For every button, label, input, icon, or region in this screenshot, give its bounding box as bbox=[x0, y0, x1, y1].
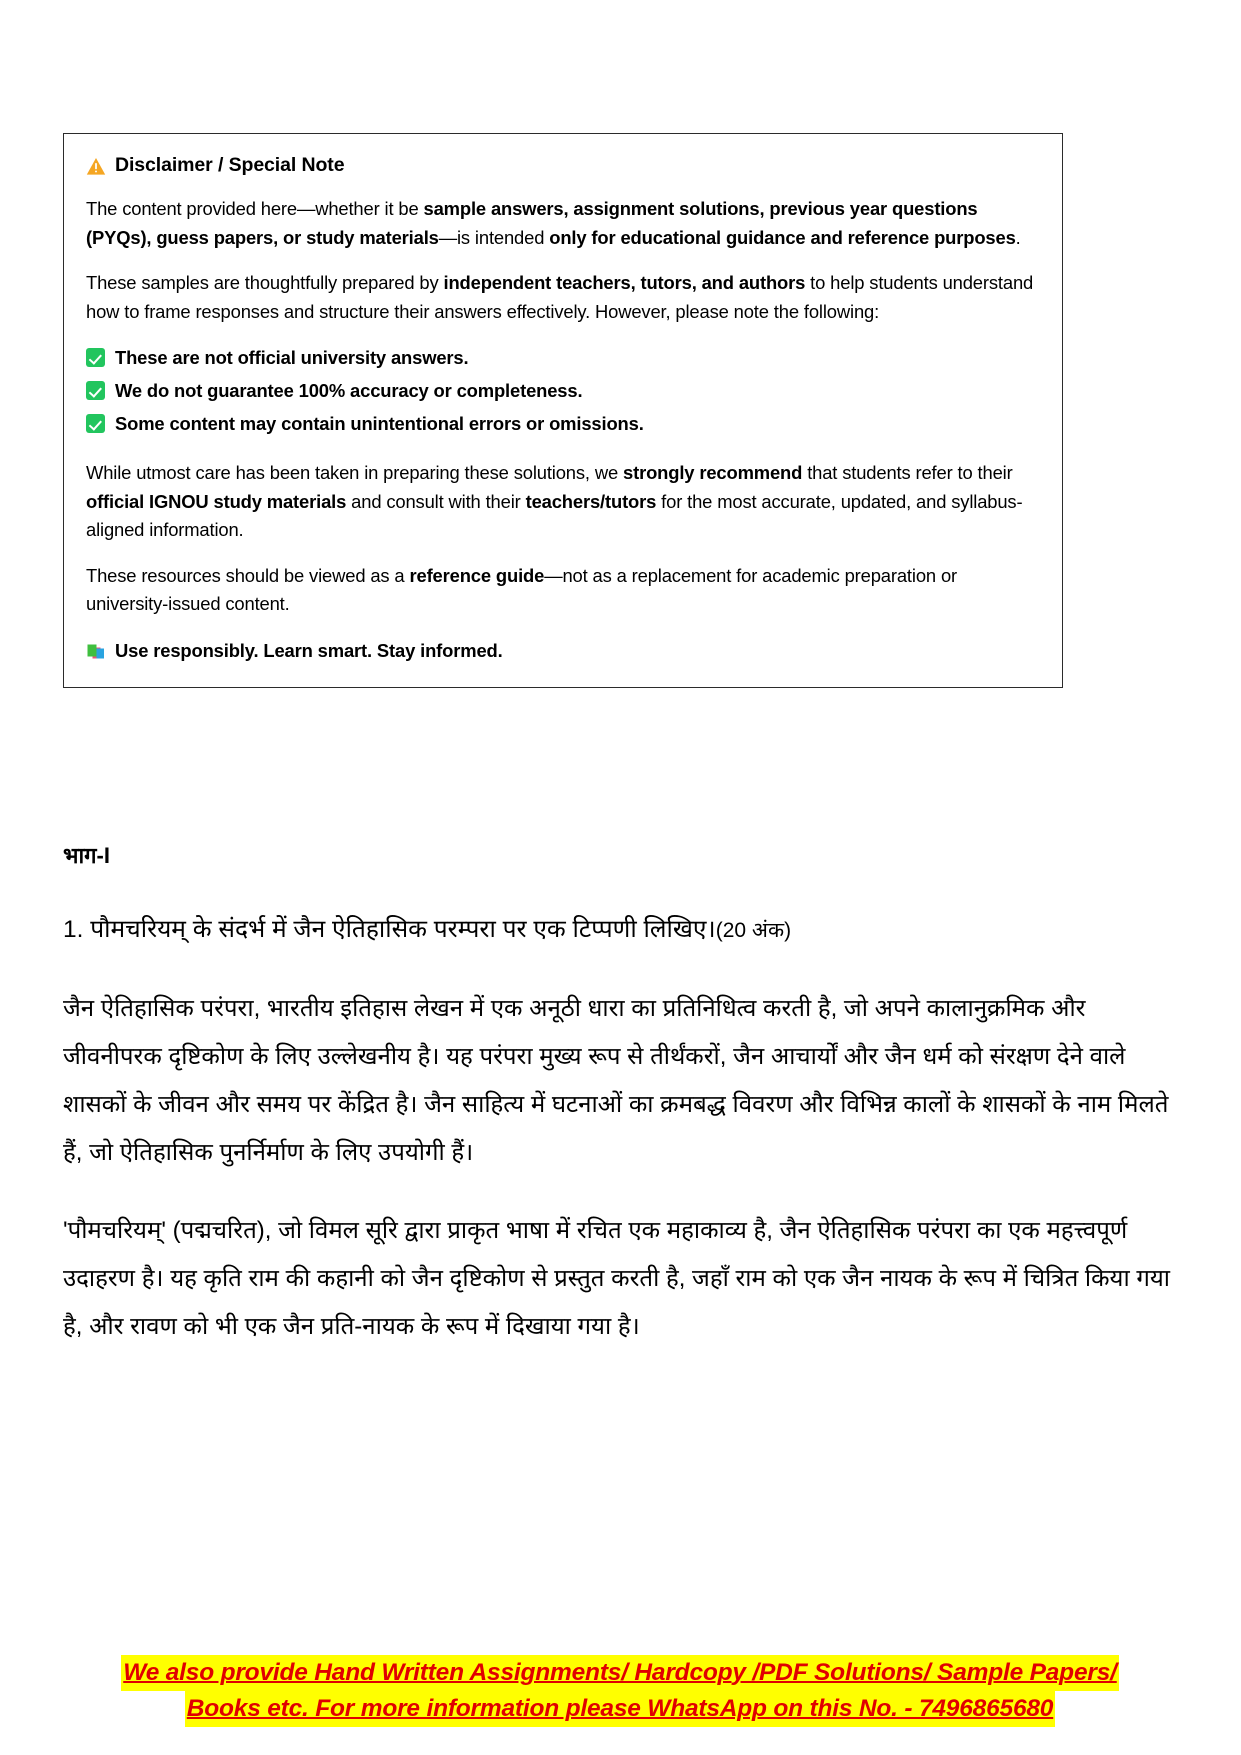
closing-line-text: Use responsibly. Learn smart. Stay informed. bbox=[115, 639, 503, 661]
p2-seg3: to help students understand how to frame responses and structure their answers effectively. However, please note the following: bbox=[86, 272, 1034, 322]
check-item-label: We do not guarantee 100% accuracy or completeness. bbox=[115, 380, 583, 401]
warning-triangle-icon bbox=[86, 157, 106, 176]
list-item bbox=[86, 343, 1040, 373]
check-item-label: These are not official university answers. bbox=[115, 347, 469, 368]
promo-footer-banner bbox=[70, 1655, 1170, 1727]
disclaimer-paragraph-1 bbox=[86, 195, 1040, 252]
assignment-section bbox=[63, 840, 1178, 1351]
p1-seg2-bold: sample answers, assignment solutions, previous year questions (PYQs), guess papers, or study materials bbox=[86, 198, 978, 248]
p4-seg3: —not as a replacement for academic preparation or university-issued content. bbox=[86, 564, 957, 614]
disclaimer-title-text: Disclaimer / Special Note bbox=[115, 154, 345, 176]
question-text: पौमचरियम् के संदर्भ में जैन ऐतिहासिक परम्परा पर एक टिप्पणी लिखिए। bbox=[90, 916, 716, 943]
disclaimer-box bbox=[63, 133, 1063, 688]
list-item bbox=[86, 376, 1040, 406]
disclaimer-title bbox=[86, 154, 1040, 177]
answer-paragraph: जैन ऐतिहासिक परंपरा, भारतीय इतिहास लेखन में एक अनूठी धारा का प्रतिनिधित्व करती है, जो अपने कालानुक्रमिक और जीवनीपरक दृष्टिकोण के लिए उल्लेखनीय है। यह परंपरा मुख्य रूप से तीर्थंकरों, जैन आचार्यों और जैन धर्म को संरक्षण देने वाले शासकों के जीवन और समय पर केंद्रित है। जैन साहित्य में घटनाओं का क्रमबद्ध विवरण और विभिन्न कालों के शासकों के नाम मिलते हैं, जो ऐतिहासिक पुनर्निर्माण के लिए उपयोगी हैं। bbox=[63, 995, 1169, 1166]
check-item-label: Some content may contain unintentional errors or omissions. bbox=[115, 413, 644, 434]
check-mark-icon bbox=[86, 414, 105, 433]
p1-seg1: The content provided here—whether it be bbox=[86, 198, 424, 219]
p3-seg4-bold: official IGNOU study materials bbox=[86, 490, 347, 512]
books-icon bbox=[86, 641, 106, 660]
promo-line-1: We also provide Hand Written Assignments/ Hardcopy /PDF Solutions/ Sample Papers/ bbox=[121, 1655, 1119, 1691]
promo-line-1-wrapper bbox=[70, 1655, 1170, 1691]
check-mark-icon bbox=[86, 348, 105, 367]
p3-seg3: that students refer to their bbox=[802, 462, 1013, 483]
p1-seg5: . bbox=[1015, 226, 1021, 248]
p3-seg6-bold: teachers/tutors bbox=[525, 490, 657, 512]
check-mark-icon bbox=[86, 381, 105, 400]
question-number: 1. bbox=[63, 916, 84, 943]
answer-paragraph: 'पौमचरियम्' (पद्मचरित), जो विमल सूरि द्वारा प्राकृत भाषा में रचित एक महाकाव्य है, जैन ऐतिहासिक परंपरा का एक महत्त्वपूर्ण उदाहरण है। यह कृति राम की कहानी को जैन दृष्टिकोण से प्रस्तुत करती है, जहाँ राम को एक जैन नायक के रूप में चित्रित किया गया है, और रावण को भी एक जैन प्रति-नायक के रूप में दिखाया गया है। bbox=[63, 1217, 1171, 1340]
promo-line-2-wrapper bbox=[70, 1691, 1170, 1727]
list-item bbox=[86, 409, 1040, 439]
disclaimer-paragraph-4 bbox=[86, 562, 1040, 619]
section-heading: भाग-I bbox=[63, 843, 110, 868]
promo-line-2: Books etc. For more information please WhatsApp on this No. - 7496865680 bbox=[185, 1691, 1055, 1727]
p1-seg4-bold: only for educational guidance and reference purposes bbox=[549, 226, 1016, 248]
disclaimer-paragraph-3 bbox=[86, 459, 1040, 545]
p2-seg2-bold: independent teachers, tutors, and authors bbox=[443, 272, 806, 293]
disclaimer-check-list bbox=[86, 343, 1040, 439]
question-marks: (20 अंक) bbox=[715, 919, 792, 942]
p4-seg1: These resources should be viewed as a bbox=[86, 564, 410, 586]
p2-seg1: These samples are thoughtfully prepared by bbox=[86, 272, 444, 293]
p3-seg1: While utmost care has been taken in preparing these solutions, we bbox=[86, 462, 624, 483]
disclaimer-closing-line bbox=[86, 637, 1040, 665]
question-line bbox=[63, 912, 1178, 949]
disclaimer-paragraph-2 bbox=[86, 269, 1040, 326]
p3-seg2-bold: strongly recommend bbox=[623, 462, 803, 483]
p4-seg2-bold: reference guide bbox=[409, 564, 545, 586]
p1-seg3: —is intended bbox=[438, 226, 550, 248]
p3-seg7: for the most accurate, updated, and syllabus-aligned information. bbox=[86, 490, 1023, 540]
p3-seg5: and consult with their bbox=[346, 490, 526, 512]
